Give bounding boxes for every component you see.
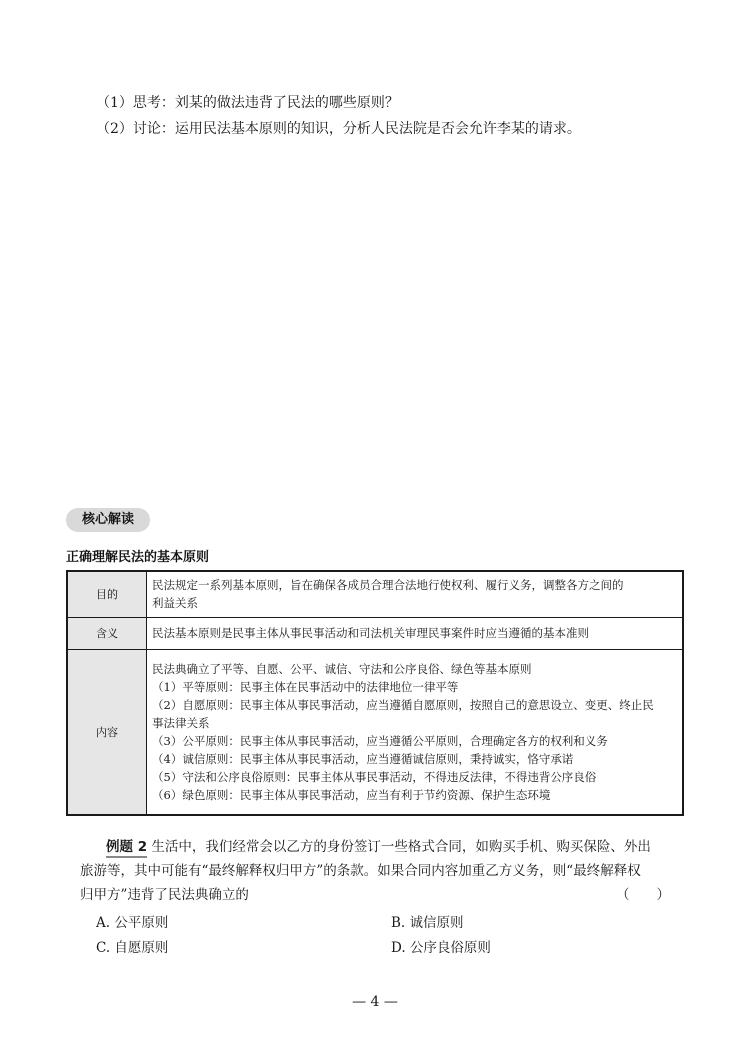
option-d[interactable]: D. 公序良俗原则 [391, 940, 491, 956]
example-line-2: 旅游等，其中可能有“最终解释权归甲方”的条款。如果合同内容加重乙方义务，则“最终解释权 [80, 863, 641, 879]
example-line-3 [80, 883, 680, 907]
example-text-1: 生活中，我们经常会以乙方的身份签订一些格式合同，如购买手机、购买保险、外出 [151, 839, 651, 855]
example-line-1 [80, 835, 680, 859]
purpose-line-1: 民法规定一系列基本原则，旨在确保各成员合理合法地行使权利、履行义务，调整各方之间的 [152, 578, 624, 593]
content-intro: 民法典确立了平等、自愿、公平、诚信、守法和公序良俗、绿色等基本原则 [152, 661, 532, 676]
question-1: （1）思考：刘某的做法违背了民法的哪些原则？ [96, 95, 399, 111]
section-title: 正确理解民法的基本原则 [66, 550, 210, 565]
content-fairness: （3）公平原则：民事主体从事民事活动，应当遵循公平原则，合理确定各方的权利和义务 [152, 733, 608, 748]
option-a[interactable]: A. 公平原则 [96, 915, 169, 931]
option-b[interactable]: B. 诚信原则 [391, 915, 464, 931]
table-row-content [67, 649, 683, 815]
content-voluntary: （2）自愿原则：民事主体从事民事活动，应当遵循自愿原则，按照自己的意思设立、变更、终止民 [152, 697, 654, 712]
row-body-meaning [147, 617, 684, 649]
question-2: （2）讨论：运用民法基本原则的知识，分析人民法院是否会允许李某的请求。 [96, 121, 581, 137]
principles-table [66, 570, 684, 816]
row-body-purpose [147, 571, 684, 617]
example-label: 例题 2 [106, 838, 147, 858]
option-c[interactable]: C. 自愿原则 [96, 940, 169, 956]
content-public-order: （5）守法和公序良俗原则：民事主体从事民事活动，不得违反法律，不得违背公序良俗 [152, 769, 597, 784]
section-badge: 核心解读 [66, 508, 150, 532]
example-2 [80, 835, 680, 907]
content-voluntary-cont: 事法律关系 [152, 715, 210, 730]
meaning-line-1: 民法基本原则是民事主体从事民事活动和司法机关审理民事案件时应当遵循的基本准则 [152, 626, 589, 640]
content-green: （6）绿色原则：民事主体从事民事活动，应当有利于节约资源、保护生态环境 [152, 787, 551, 802]
purpose-line-2: 利益关系 [152, 596, 198, 611]
content-good-faith: （4）诚信原则：民事主体从事民事活动，应当遵循诚信原则，秉持诚实，恪守承诺 [152, 751, 574, 766]
example-text-3: 归甲方”违背了民法典确立的 [80, 887, 249, 903]
answer-blank[interactable]: （ ） [616, 887, 670, 903]
row-head-meaning: 含义 [67, 617, 147, 649]
row-head-content: 内容 [67, 649, 147, 815]
table-row-meaning [67, 617, 683, 649]
row-body-content [147, 649, 684, 815]
table-row-purpose [67, 571, 683, 617]
page-number: — 4 — [352, 994, 398, 1010]
content-equality: （1）平等原则：民事主体在民事活动中的法律地位一律平等 [152, 679, 459, 694]
row-head-purpose: 目的 [67, 571, 147, 617]
